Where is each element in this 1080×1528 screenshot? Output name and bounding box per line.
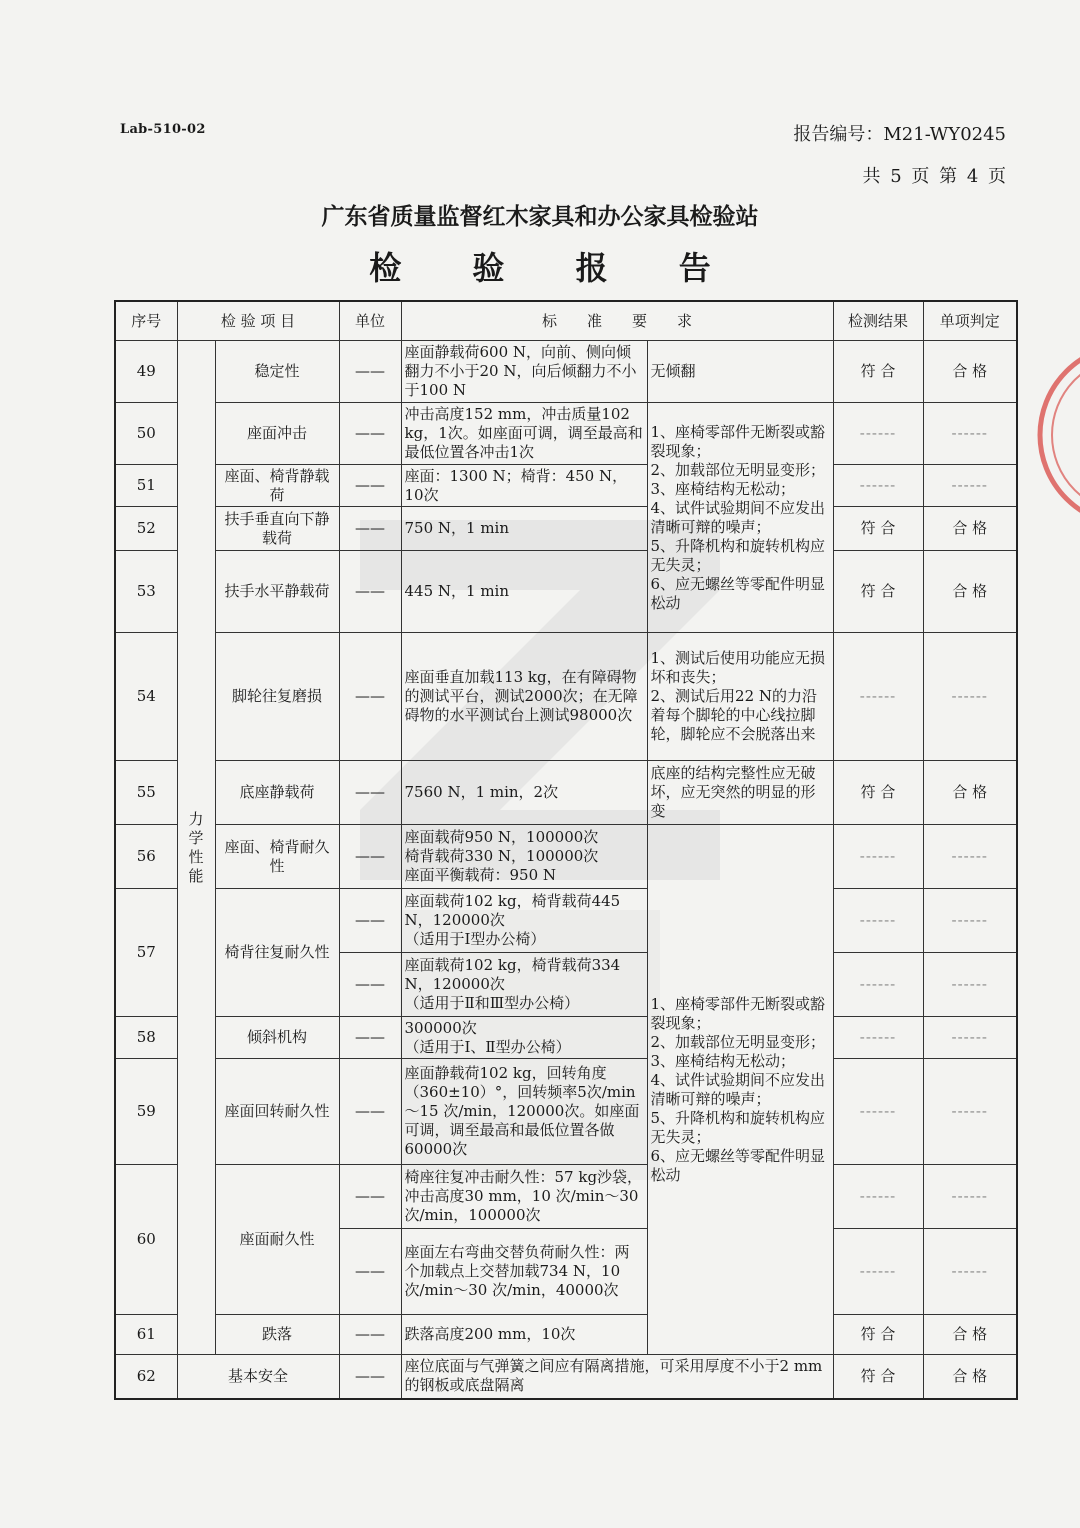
- row-item: 脚轮往复磨损: [215, 633, 339, 761]
- report-title: 检 验 报 告: [369, 249, 741, 287]
- table-row: [115, 825, 1017, 889]
- col-header-unit: 单位: [339, 301, 401, 341]
- page-info: 共 5 页 第 4 页: [862, 166, 1006, 187]
- row-standard: 7560 N，1 min，2次: [401, 761, 647, 825]
- row-verdict: 合 格: [923, 507, 1017, 551]
- table-row: [115, 1059, 1017, 1165]
- table-row: [115, 507, 1017, 551]
- row-unit: ——: [339, 465, 401, 507]
- row-standard: 座面静载荷600 N，向前、侧向倾翻力不小于20 N，向后倾翻力不小于100 N: [401, 341, 647, 403]
- row-verdict: ------: [923, 633, 1017, 761]
- row-requirement: 无倾翻: [647, 341, 833, 403]
- row-result: ------: [833, 1059, 923, 1165]
- organization-title: 广东省质量监督红木家具和办公家具检验站: [321, 204, 759, 230]
- row-result: ------: [833, 825, 923, 889]
- table-row: [115, 1165, 1017, 1229]
- row-item: 倾斜机构: [215, 1017, 339, 1059]
- table-row: [115, 465, 1017, 507]
- row-unit: ——: [339, 825, 401, 889]
- row-standard: 445 N，1 min: [401, 551, 647, 633]
- table-header-row: [115, 301, 1017, 341]
- row-standard: 座面：1300 N；椅背：450 N，10次: [401, 465, 647, 507]
- row-no: 59: [115, 1059, 177, 1165]
- row-no: 52: [115, 507, 177, 551]
- row-unit: ——: [339, 341, 401, 403]
- row-unit: ——: [339, 889, 401, 953]
- row-no: 53: [115, 551, 177, 633]
- row-no: 57: [115, 889, 177, 1017]
- row-standard: 跌落高度200 mm，10次: [401, 1315, 647, 1355]
- row-result: 符 合: [833, 1355, 923, 1399]
- inspection-table: [114, 300, 1018, 1400]
- row-no: 56: [115, 825, 177, 889]
- row-item: 座面冲击: [215, 403, 339, 465]
- table-row: [115, 633, 1017, 761]
- row-standard: 300000次 （适用于Ⅰ、Ⅱ型办公椅）: [401, 1017, 647, 1059]
- row-standard: 750 N，1 min: [401, 507, 647, 551]
- row-unit: ——: [339, 633, 401, 761]
- row-unit: ——: [339, 1165, 401, 1229]
- col-header-standard: 标 准 要 求: [401, 301, 833, 341]
- table-row: [115, 889, 1017, 953]
- row-unit: ——: [339, 403, 401, 465]
- row-result: ------: [833, 1017, 923, 1059]
- row-item: 座面回转耐久性: [215, 1059, 339, 1165]
- row-result: ------: [833, 465, 923, 507]
- row-no: 54: [115, 633, 177, 761]
- row-result: ------: [833, 953, 923, 1017]
- row-item: 座面、椅背耐久性: [215, 825, 339, 889]
- row-item: 扶手垂直向下静载荷: [215, 507, 339, 551]
- row-unit: ——: [339, 1355, 401, 1399]
- row-unit: ——: [339, 953, 401, 1017]
- row-result: ------: [833, 403, 923, 465]
- row-unit: ——: [339, 1059, 401, 1165]
- row-unit: ——: [339, 1315, 401, 1355]
- table-row: [115, 551, 1017, 633]
- row-no: 61: [115, 1315, 177, 1355]
- row-verdict: 合 格: [923, 761, 1017, 825]
- requirement-group-a: 1、座椅零部件无断裂或豁裂现象； 2、加载部位无明显变形； 3、座椅结构无松动； 4、试件试验期间不应发出清晰可辩的噪声； 5、升降机构和旋转机构应无失灵； 6、应无螺丝等零配件明显松动: [647, 403, 833, 633]
- table-row: [115, 403, 1017, 465]
- row-item: 基本安全: [177, 1355, 339, 1399]
- row-no: 60: [115, 1165, 177, 1315]
- row-result: ------: [833, 1229, 923, 1315]
- row-verdict: 合 格: [923, 341, 1017, 403]
- row-verdict: ------: [923, 825, 1017, 889]
- row-verdict: 合 格: [923, 1355, 1017, 1399]
- row-item: 椅背往复耐久性: [215, 889, 339, 1017]
- row-verdict: ------: [923, 1059, 1017, 1165]
- row-verdict: ------: [923, 889, 1017, 953]
- row-standard: 座面垂直加载113 kg，在有障碍物的测试平台，测试2000次；在无障碍物的水平测试台上测试98000次: [401, 633, 647, 761]
- requirement-group-b: 1、座椅零部件无断裂或豁裂现象； 2、加载部位无明显变形； 3、座椅结构无松动； 4、试件试验期间不应发出清晰可辩的噪声； 5、升降机构和旋转机构应无失灵； 6、应无螺丝等零配件明显松动: [647, 825, 833, 1355]
- row-verdict: 合 格: [923, 551, 1017, 633]
- row-requirement: 1、测试后使用功能应无损坏和丧失； 2、测试后用22 N的力沿着每个脚轮的中心线拉脚轮，脚轮应不会脱落出来: [647, 633, 833, 761]
- report-number: 报告编号：M21-WY0245: [793, 124, 1006, 145]
- row-standard: 座位底面与气弹簧之间应有隔离措施，可采用厚度不小于2 mm的钢板或底盘隔离: [401, 1355, 833, 1399]
- table-row: [115, 1017, 1017, 1059]
- row-no: 58: [115, 1017, 177, 1059]
- row-item: 跌落: [215, 1315, 339, 1355]
- row-requirement: 底座的结构完整性应无破坏，应无突然的明显的形变: [647, 761, 833, 825]
- row-standard: 座面载荷102 kg，椅背载荷445 N，120000次 （适用于Ⅰ型办公椅）: [401, 889, 647, 953]
- row-standard-2: 座面左右弯曲交替负荷耐久性：两个加载点上交替加载734 N，10 次/min～30 次/min，40000次: [401, 1229, 647, 1315]
- row-unit: ——: [339, 507, 401, 551]
- row-verdict: ------: [923, 403, 1017, 465]
- row-unit: ——: [339, 1229, 401, 1315]
- row-result: ------: [833, 633, 923, 761]
- row-item: 稳定性: [215, 341, 339, 403]
- row-no: 51: [115, 465, 177, 507]
- row-verdict: ------: [923, 1017, 1017, 1059]
- row-item: 扶手水平静载荷: [215, 551, 339, 633]
- row-standard: 冲击高度152 mm，冲击质量102 kg，1次。如座面可调，调至最高和最低位置各冲击1次: [401, 403, 647, 465]
- col-header-verdict: 单项判定: [923, 301, 1017, 341]
- row-no: 49: [115, 341, 177, 403]
- table-row: [115, 1315, 1017, 1355]
- row-unit: ——: [339, 761, 401, 825]
- row-verdict: ------: [923, 465, 1017, 507]
- row-result: ------: [833, 889, 923, 953]
- row-verdict: ------: [923, 1165, 1017, 1229]
- row-standard: 座面载荷950 N，100000次 椅背载荷330 N，100000次 座面平衡载荷：950 N: [401, 825, 647, 889]
- row-verdict: 合 格: [923, 1315, 1017, 1355]
- row-result: 符 合: [833, 551, 923, 633]
- table-row: [115, 341, 1017, 403]
- col-header-item: 检 验 项 目: [177, 301, 339, 341]
- table-row: [115, 761, 1017, 825]
- row-no: 62: [115, 1355, 177, 1399]
- row-item: 座面耐久性: [215, 1165, 339, 1315]
- row-standard-2: 座面载荷102 kg，椅背载荷334 N，120000次 （适用于Ⅱ和Ⅲ型办公椅）: [401, 953, 647, 1017]
- row-result: 符 合: [833, 507, 923, 551]
- row-unit: ——: [339, 551, 401, 633]
- col-header-no: 序号: [115, 301, 177, 341]
- row-standard: 椅座往复冲击耐久性：57 kg沙袋，冲击高度30 mm，10 次/min～30 次/min，100000次: [401, 1165, 647, 1229]
- row-verdict: ------: [923, 1229, 1017, 1315]
- row-result: ------: [833, 1165, 923, 1229]
- row-verdict: ------: [923, 953, 1017, 1017]
- row-standard: 座面静载荷102 kg，回转角度（360±10）°，回转频率5次/min～15 次/min，120000次。如座面可调，调至最高和最低位置各做60000次: [401, 1059, 647, 1165]
- row-result: 符 合: [833, 1315, 923, 1355]
- row-item: 座面、椅背静载荷: [215, 465, 339, 507]
- category-cell: 力 学 性 能: [177, 341, 215, 1355]
- row-result: 符 合: [833, 761, 923, 825]
- col-header-result: 检测结果: [833, 301, 923, 341]
- doc-code: Lab-510-02: [120, 122, 206, 137]
- row-no: 55: [115, 761, 177, 825]
- row-result: 符 合: [833, 341, 923, 403]
- row-item: 底座静载荷: [215, 761, 339, 825]
- row-unit: ——: [339, 1017, 401, 1059]
- row-no: 50: [115, 403, 177, 465]
- table-row: [115, 1355, 1017, 1399]
- stamp-seal: [1030, 335, 1080, 535]
